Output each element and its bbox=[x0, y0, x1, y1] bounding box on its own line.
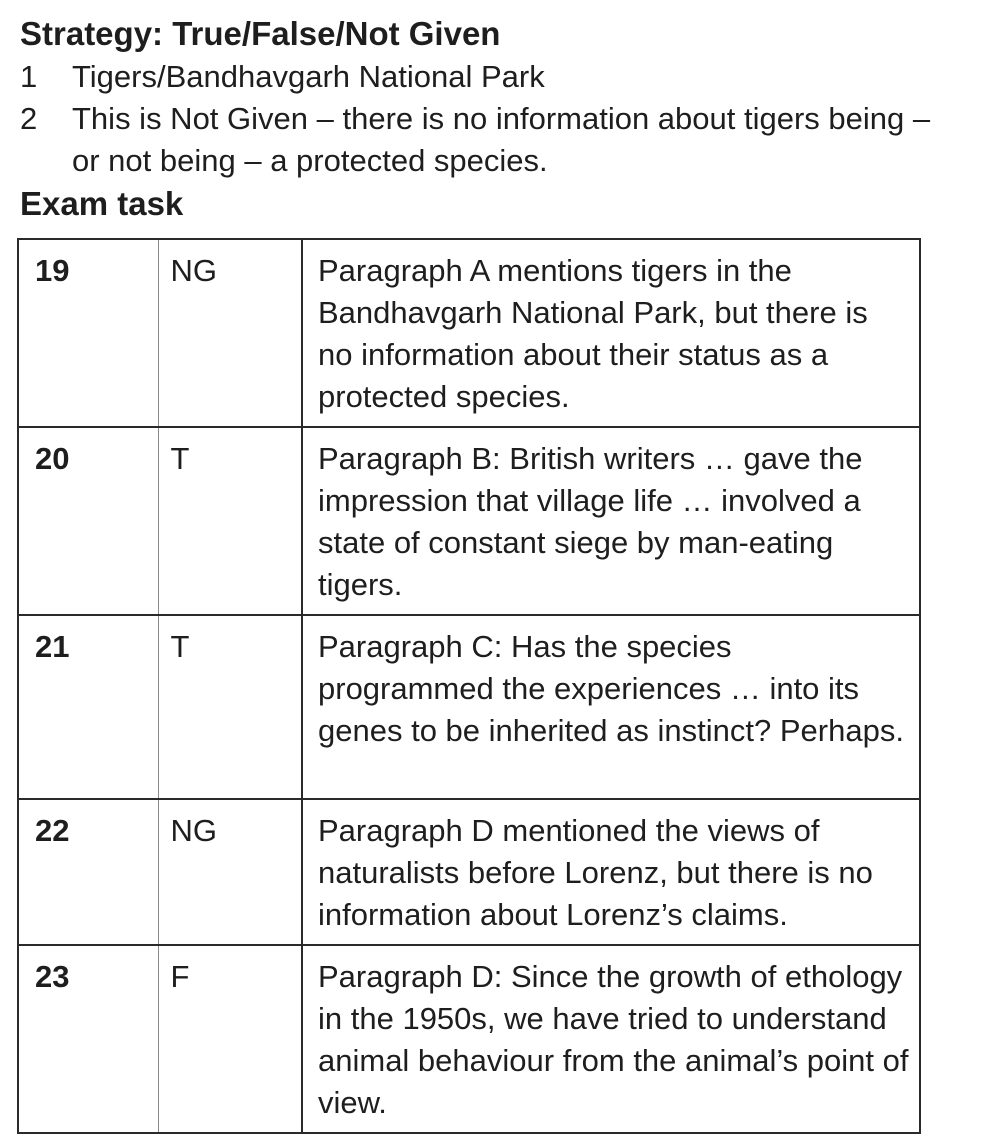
exam-task-heading: Exam task bbox=[20, 185, 184, 222]
strategy-item-number: 1 bbox=[20, 59, 38, 94]
explanation-cell: Paragraph D mentioned the views of naturalists before Lorenz, but there is no information about Lorenz’s claims. bbox=[302, 799, 920, 945]
explanation-cell: Paragraph A mentions tigers in the Bandhavgarh National Park, but there is no information about their status as a protected species. bbox=[302, 239, 920, 427]
strategy-item bbox=[20, 98, 960, 182]
strategy-item-text: This is Not Given – there is no information about tigers being – or not being – a protected species. bbox=[72, 101, 931, 178]
answer-cell: F bbox=[158, 945, 302, 1133]
table-row bbox=[18, 615, 920, 799]
table-row bbox=[18, 427, 920, 615]
strategy-item-number: 2 bbox=[20, 101, 38, 136]
question-number: 22 bbox=[18, 799, 158, 945]
strategy-list bbox=[20, 56, 960, 182]
explanation-cell: Paragraph C: Has the species programmed the experiences … into its genes to be inherited as instinct? Perhaps. bbox=[302, 615, 920, 799]
table-row bbox=[18, 239, 920, 427]
table-row bbox=[18, 799, 920, 945]
question-number: 21 bbox=[18, 615, 158, 799]
answer-cell: T bbox=[158, 615, 302, 799]
answer-cell: NG bbox=[158, 799, 302, 945]
answer-cell: T bbox=[158, 427, 302, 615]
strategy-heading: Strategy: True/False/Not Given bbox=[20, 15, 501, 52]
table-row bbox=[18, 945, 920, 1133]
question-number: 23 bbox=[18, 945, 158, 1133]
explanation-cell: Paragraph B: British writers … gave the impression that village life … involved a state of constant siege by man-eating tigers. bbox=[302, 427, 920, 615]
explanation-cell: Paragraph D: Since the growth of ethology in the 1950s, we have tried to understand animal behaviour from the animal’s point of view. bbox=[302, 945, 920, 1133]
strategy-item-text: Tigers/Bandhavgarh National Park bbox=[72, 59, 545, 94]
exam-task-table bbox=[17, 238, 921, 1134]
question-number: 19 bbox=[18, 239, 158, 427]
answer-cell: NG bbox=[158, 239, 302, 427]
question-number: 20 bbox=[18, 427, 158, 615]
strategy-item bbox=[20, 56, 960, 98]
